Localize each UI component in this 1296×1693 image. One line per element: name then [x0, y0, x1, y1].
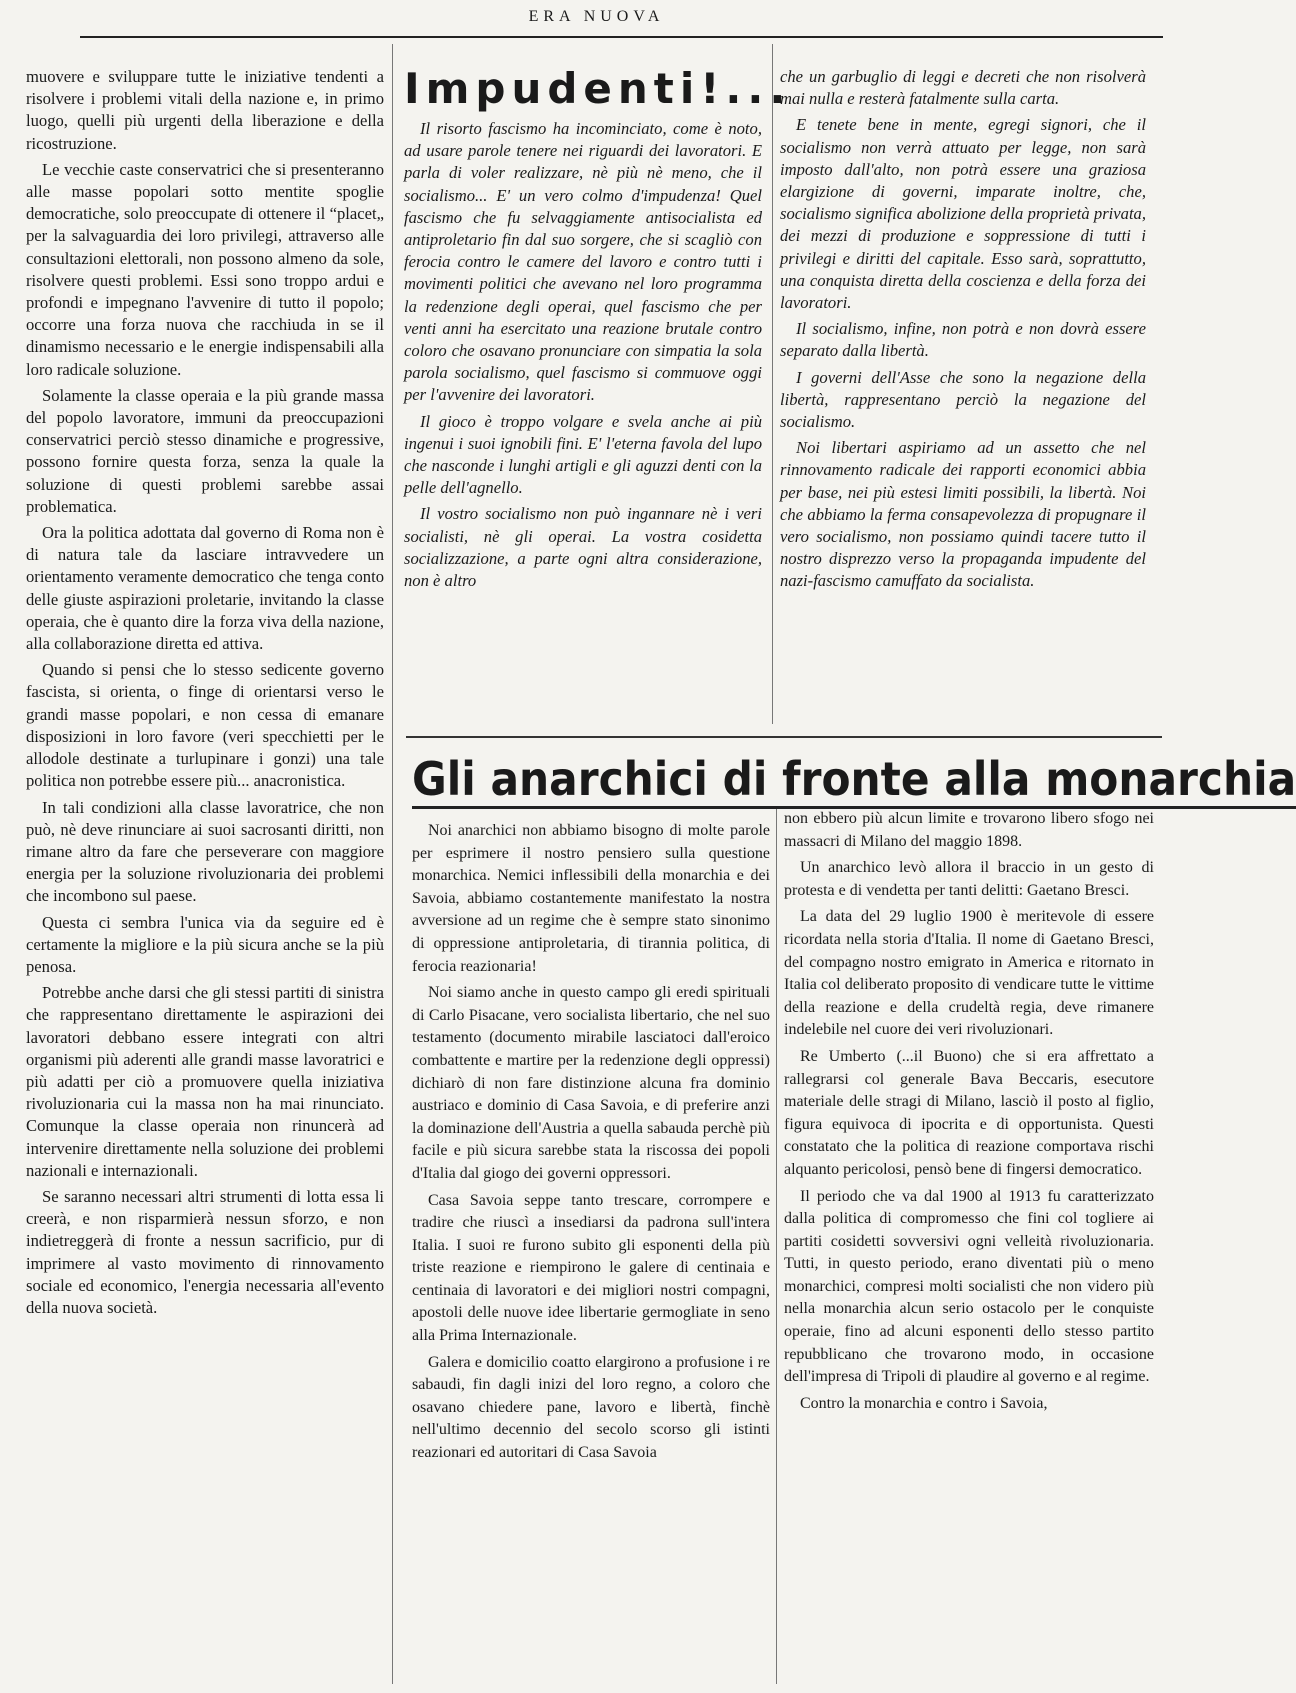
paragraph: Il gioco è troppo volgare e svela anche ai più ingenui i suoi ignobili fini. E' l'eterna favola del lupo che nasconde i lunghi artigli e gli aguzzi denti con la pelle dell'agnello.	[404, 411, 762, 498]
paragraph: Se saranno necessari altri strumenti di lotta essa li creerà, e non risparmierà nessun sforzo, e non indietreggerà di fronte a nessun sacrificio, pur di imprimere al vasto movimento di rinnovamento sociale ed economico, l'energia necessaria all'evento della nuova società.	[26, 1186, 384, 1317]
column-divider	[772, 44, 773, 724]
paragraph: Il risorto fascismo ha incominciato, come è noto, ad usare parole tenere nei riguardi dei lavoratori. E parla di voler realizzare, nè più nè meno, che il socialismo... E' un vero colmo d'impudenza! Quel fascismo che fu selvaggiamente antisocialista ed antiproletario fin dal suo sorgere, che si scagliò con ferocia contro le camere del lavoro e contro tutti i movimenti politici che avevano nel loro programma la redenzione degli operai, quel fascismo che per venti anni ha esercitato una reazione brutale contro coloro che osavano pronunciare con simpatia la sola parola socialismo, quel fascismo si commuove oggi per l'avvenire dei lavoratori.	[404, 119, 762, 405]
masthead: ERA NUOVA	[528, 8, 665, 25]
article-impudenti-continued	[780, 66, 1146, 726]
paragraph: Contro la monarchia e contro i Savoia,	[800, 1394, 1048, 1412]
paragraph: Galera e domicilio coatto elargirono a profusione i re sabaudi, fin dagli inizi del loro regno, a coloro che osavano chiedere pane, lavoro e libertà, finchè nell'ultimo decennio del secolo scorso gli istinti reazionari ed autoritari di Casa Savoia	[412, 1353, 770, 1462]
paragraph: Il periodo che va dal 1900 al 1913 fu caratterizzato dalla politica di compromesso che fini col togliere ai partiti cosidetti sovversivi ogni velleità rivoluzionaria. Tutti, in questo periodo, erano diventati più o meno monarchici, compresi molti socialisti che non videro più nella monarchia alcun serio ostacolo per le conquiste operaie, fino ad alcuni esponenti dello stesso partito repubblicano che trovarono modo, in occasione dell'impresa di Tripoli di plaudire al governo e al regime.	[784, 1187, 1154, 1386]
paragraph: Re Umberto (...il Buono) che si era affrettato a rallegrarsi col generale Bava Beccaris, esecutore materiale delle stragi di Milano, lasciò il posto al figlio, figura equivoca di ipocrita e di opportunista. Questi constatato che la politica di reazione comportava rischi alquanto pericolosi, pensò bene di fingersi democratico.	[784, 1047, 1154, 1178]
article-anarchici-continued	[784, 808, 1154, 1684]
paragraph: Potrebbe anche darsi che gli stessi partiti di sinistra che rappresentano direttamente le aspirazioni dei lavoratori debbano essere integrati con altri organismi più aderenti alle grandi masse lavoratrici e più adatti per ciò a promuovere quella iniziativa rivoluzionaria cui la massa non ha mai rinunciato. Comunque la classe operaia non rinuncerà ad intervenire direttamente nella soluzione dei problemi nazionali e internazionali.	[26, 983, 384, 1180]
paragraph: non ebbero più alcun limite e trovarono libero sfogo nei massacri di Milano del maggio 1898.	[784, 810, 1154, 850]
paragraph: Il vostro socialismo non può ingannare nè i veri socialisti, nè gli operai. La vostra cosidetta socializzazione, a parte ogni altra considerazione, non è altro	[404, 504, 762, 591]
paragraph: Casa Savoia seppe tanto trescare, corrompere e tradire che riuscì a insediarsi da padrona sull'intera Italia. I suoi re furono subito gli esponenti della più triste reazione e riempirono le galere di centinaia e centinaia di lavoratori e dei migliori nostri compagni, apostoli delle nuove idee libertarie germogliate in seno alla Prima Internazionale.	[412, 1191, 770, 1345]
headline-text: Gli anarchici di fronte alla monarchia	[412, 752, 1296, 809]
article-anarchici	[412, 820, 770, 1680]
paragraph: muovere e sviluppare tutte le iniziative tendenti a risolvere i problemi vitali della nazione e, in primo luogo, quelli più urgenti della liberazione e della ricostruzione.	[26, 67, 384, 153]
paragraph: Quando si pensi che lo stesso sedicente governo fascista, si orienta, o finge di orientarsi verso le grandi masse popolari, e non cessa di emanare disposizioni in loro favore (veri specchietti per le allodole destinate a turlupinare i gonzi) una tale politica non potrebbe essere più... anacronistica.	[26, 660, 384, 791]
paragraph: Noi siamo anche in questo campo gli eredi spirituali di Carlo Pisacane, vero socialista libertario, che nel suo testamento (documento mirabile lasciatoci dall'eroico combattente e martire per la redenzione degli oppressi) dichiarò di non fare distinzione alcuna fra dominio austriaco e dominio di Casa Savoia, e di preferire anzi la dominazione dell'Austria a quella sabauda perchè più facile e più sicura sarebbe stata la riscossa dei popoli d'Italia dal giogo dei governi oppressori.	[412, 984, 770, 1182]
paragraph: Solamente la classe operaia e la più grande massa del popolo lavoratore, immuni da preoccupazioni conservatrici perciò stesso dinamiche e progressive, possono fornire questa forza, senza la quale la soluzione di questi problemi sarebbe assai problematica.	[26, 385, 384, 516]
paragraph: Ora la politica adottata dal governo di Roma non è di natura tale da lasciare intravvedere un orientamento veramente democratico che tenga conto delle giuste aspirazioni proletarie, invitando la classe operaia, che è quanto dire la forza viva della nazione, alla collaborazione diretta ed attiva.	[26, 523, 384, 654]
paragraph: Questa ci sembra l'unica via da seguire ed è certamente la migliore e la più sicura anche se la più penosa.	[26, 912, 384, 976]
paragraph: In tali condizioni alla classe lavoratrice, che non può, nè deve rinunciare ai suoi sacrosanti diritti, non rimane altro da fare che perseverare con maggiore energia per la soluzione rivoluzionaria dei problemi che incombono sul paese.	[26, 797, 384, 906]
column-divider	[776, 808, 777, 1684]
article-impudenti	[404, 64, 792, 716]
paragraph: Noi libertari aspiriamo ad un assetto che nel rinnovamento radicale dei rapporti economici abbia per base, nei più estesi limiti possibili, la libertà. Noi che abbiamo la ferma consapevolezza di propugnare il vero socialismo, non possiamo quindi tacere tutto il nostro disprezzo verso la propaganda impudente del nazi-fascismo camuffato da socialista.	[780, 438, 1146, 591]
section-rule	[406, 736, 1162, 738]
paragraph: I governi dell'Asse che sono la negazione della libertà, rappresentano perciò la negazione del socialismo.	[780, 367, 1146, 432]
paragraph: Un anarchico levò allora il braccio in un gesto di protesta e di vendetta per tanti delitti: Gaetano Bresci.	[784, 859, 1154, 899]
column-divider	[392, 44, 393, 1684]
paragraph: Noi anarchici non abbiamo bisogno di molte parole per esprimere il nostro pensiero sulla questione monarchica. Nemici inflessibili della monarchia e dei Savoia, abbiamo costantemente manifestato la nostra avversione ad un regime che è sempre stato sinonimo di oppressione antiproletaria, di tirannia politica, di ferocia reazionaria!	[412, 822, 770, 975]
paragraph: Le vecchie caste conservatrici che si presenteranno alle masse popolari sotto mentite spoglie democratiche, solo preoccupate di ottenere il “placet„ per la salvaguardia dei loro privilegi, attraverso alle consultazioni elettorali, non possono almeno da sole, risolvere questi problemi. Essi sono troppo ardui e profondi e impegnano l'avvenire di tutto il popolo; occorre una forza nuova che racchiuda in se il dinamismo necessario e le energie indispensabili alla loro radicale soluzione.	[26, 159, 384, 379]
masthead-rule	[80, 36, 1163, 38]
paragraph: Il socialismo, infine, non potrà e non dovrà essere separato dalla libertà.	[780, 319, 1146, 361]
column-left	[26, 66, 384, 1686]
paragraph: E tenete bene in mente, egregi signori, che il socialismo non verrà attuato per legge, non sarà imposto dall'alto, non potrà essere una graziosa elargizione di governi, imparate inoltre, che, socialismo significa abolizione della proprietà privata, dei mezzi di produzione e soppressione di tutti i privilegi e diritti del capitale. Esso sarà, soprattutto, una conquista diretta della coscienza e della forza dei lavoratori.	[780, 115, 1146, 313]
article-title: Impudenti!...	[404, 64, 792, 113]
paragraph: che un garbuglio di leggi e decreti che non risolverà mai nulla e resterà fatalmente sulla carta.	[780, 67, 1146, 109]
paragraph: La data del 29 luglio 1900 è meritevole di essere ricordata nella storia d'Italia. Il nome di Gaetano Bresci, del compagno nostro emigrato in America e ritornato in Italia col deliberato proposito di vendicare tutte le vittime della reazione e della crudeltà regia, deve rimanere indelebile nel cuore dei veri rivoluzionari.	[784, 908, 1154, 1039]
